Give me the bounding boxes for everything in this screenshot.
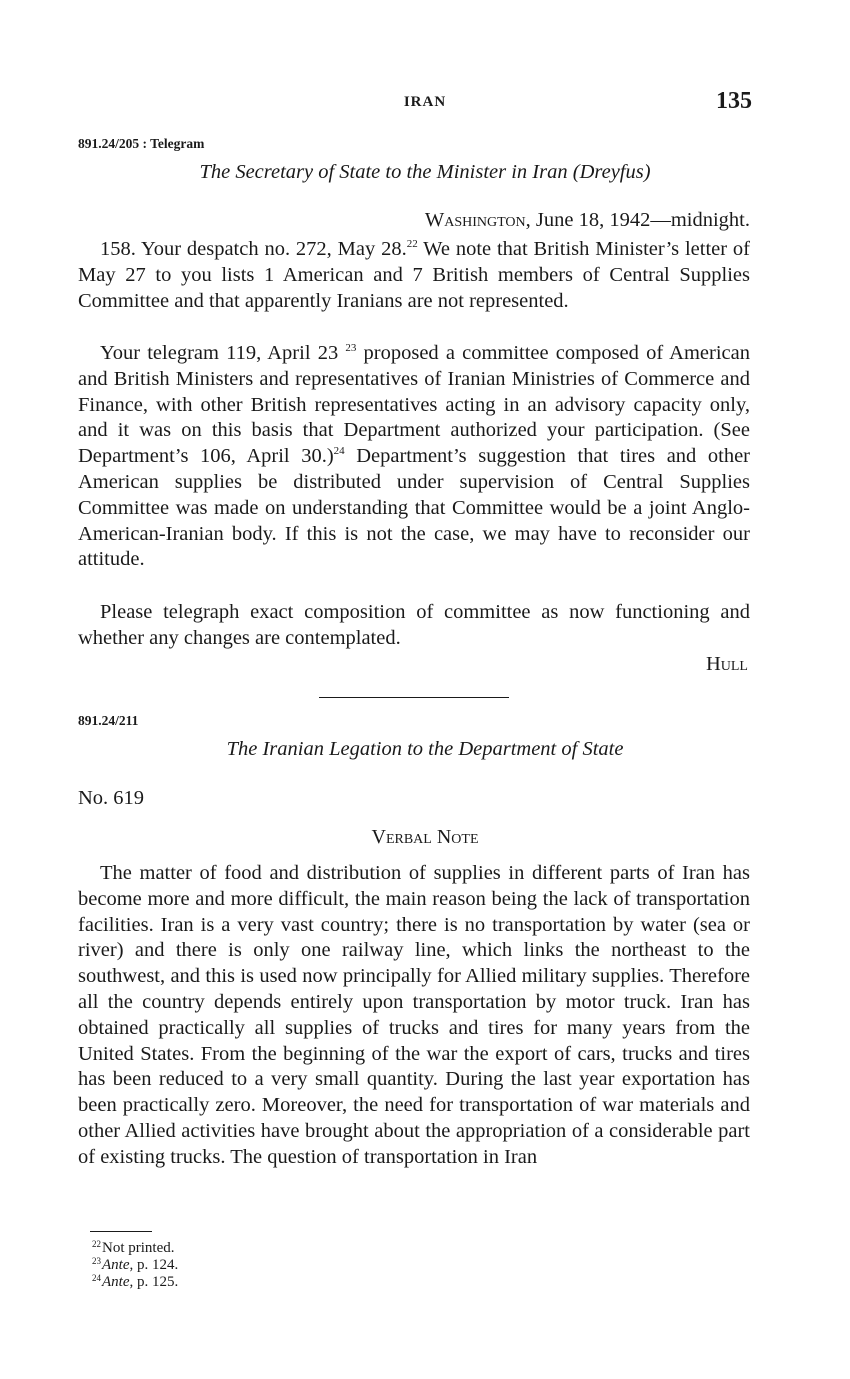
footnote-text: , p. 124. xyxy=(129,1257,179,1273)
doc2-file-reference: 891.24/211 xyxy=(78,713,139,728)
footnote-mark: 24 xyxy=(92,1273,101,1283)
doc1-paragraph-1 xyxy=(78,237,750,314)
doc2-paragraph-1: The matter of food and distribution of supplies in different parts of Iran has become more and more difficult, the main reason being the lack of transportation facilities. Iran is a very vast country; there is no transportation by water (sea or river) and there is only one railway line, which links the northeast to the southwest, and this is used now principally for Allied military supplies. Therefore all the country depends entirely upon transportation by motor truck. Iran has obtained practically all supplies of trucks and tires for many years from the United States. From the beginning of the war the export of cars, trucks and tires has been reduced to a very small quantity. During the last year exportation has been practically zero. Moreover, the need for transportation of war materials and other Allied activities have brought about the appropriation of a considerable part of existing trucks. The question of transportation in Iran xyxy=(78,862,750,1168)
doc1-paragraph-2 xyxy=(78,341,750,573)
doc2-number: No. 619 xyxy=(78,787,145,809)
footnote-mark: 23 xyxy=(92,1256,101,1266)
footnote-ref-24: 24 xyxy=(333,445,345,458)
doc2-title: The Iranian Legation to the Department of State xyxy=(226,738,624,760)
footnote-22 xyxy=(92,1240,175,1257)
footnote-ref-22: 22 xyxy=(406,238,418,250)
paragraph-text: Your telegram 119, April 23 xyxy=(100,342,346,364)
page-number: 135 xyxy=(716,88,752,114)
doc1-paragraph-3: Please telegraph exact composition of committee as now functioning and whether any changes are contemplated. xyxy=(78,601,750,649)
dateline-place: Washington xyxy=(424,209,526,231)
footnote-23 xyxy=(92,1257,178,1274)
footnote-rule xyxy=(90,1231,152,1232)
running-title: IRAN xyxy=(403,94,447,110)
footnote-italic: Ante xyxy=(102,1274,130,1290)
doc1-file-reference: 891.24/205 : Telegram xyxy=(78,136,205,151)
footnote-italic: Ante xyxy=(102,1257,130,1273)
footnote-mark: 22 xyxy=(92,1239,101,1249)
dateline-date: , June 18, 1942—midnight. xyxy=(525,209,750,231)
doc1-title: The Secretary of State to the Minister in Iran (Dreyfus) xyxy=(199,161,651,183)
paragraph-text: 158. Your despatch no. 272, May 28. xyxy=(100,238,407,260)
footnote-ref-23: 23 xyxy=(345,342,357,354)
doc1-signature: Hull xyxy=(705,653,748,675)
footnote-text: Not printed. xyxy=(102,1240,175,1256)
paragraph-text: Department’s suggestion that tires and other American supplies be distributed under supervision of Central Supplies Committee was made on understanding that Committee would be a joint Anglo-American-Iranian body. If this is not the case, we may have to reconsider our attitude. xyxy=(78,445,750,571)
verbal-note-heading: Verbal Note xyxy=(371,826,479,848)
doc1-dateline xyxy=(425,209,750,232)
footnote-24 xyxy=(92,1274,178,1291)
footnote-text: , p. 125. xyxy=(129,1274,179,1290)
section-divider xyxy=(319,697,509,698)
paragraph-text: proposed a committee composed of American and British Ministers and representatives of Iranian Ministries of Commerce and Finance, with other British representatives acting in an advisory capacity only, and it was on this basis that Department authorized your participation. (See Department’s 106, April 30.) xyxy=(78,342,750,468)
paragraph-text: We note that British Minister’s letter of May 27 to you lists 1 American and 7 British members of Central Supplies Committee and that apparently Iranians are not represented. xyxy=(78,238,751,312)
